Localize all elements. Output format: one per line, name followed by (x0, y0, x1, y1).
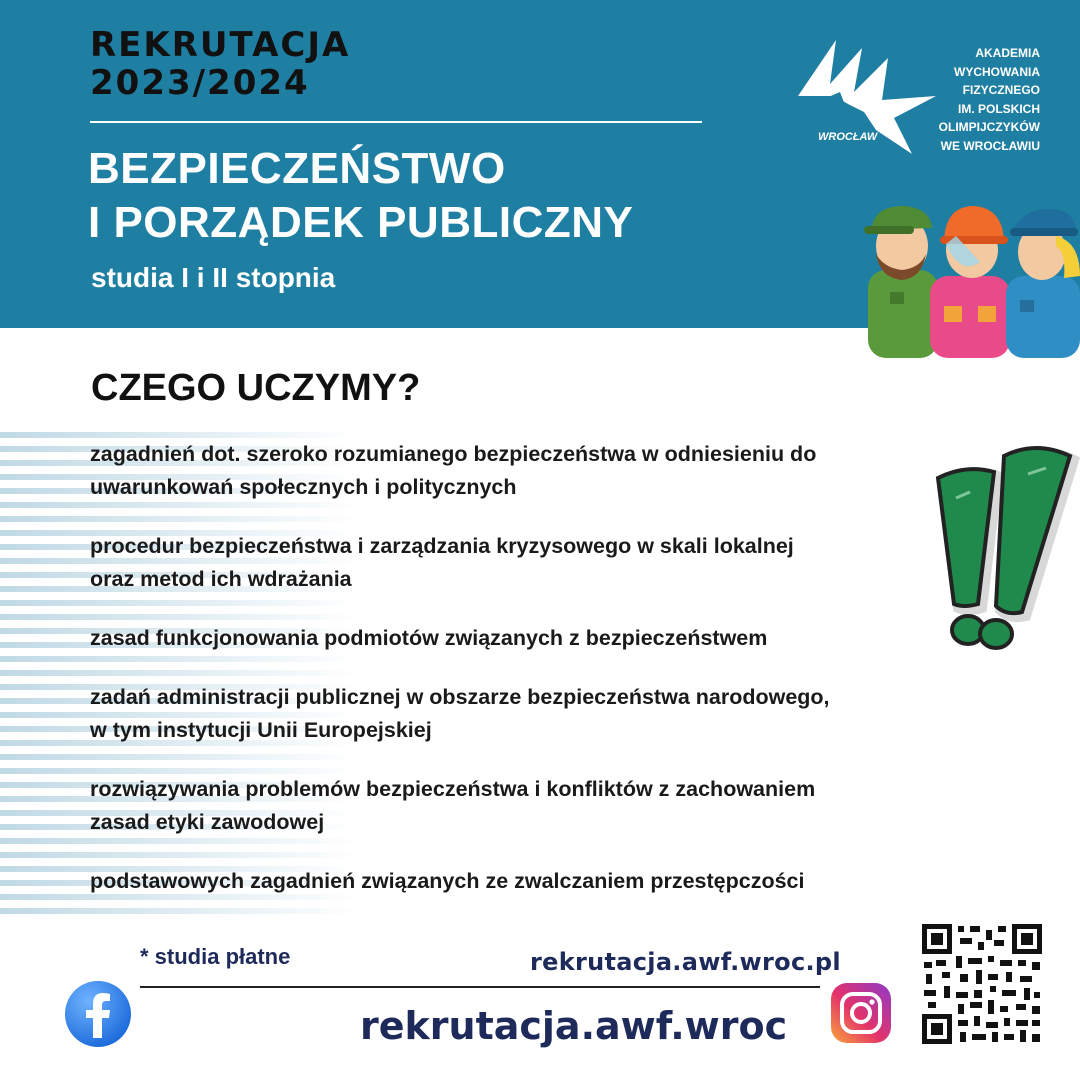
list-item-line: uwarunkowań społecznych i politycznych (90, 475, 517, 499)
soldier-figure (864, 206, 938, 358)
list-item-line: procedur bezpieczeństwa i zarządzania kryzysowego w skali lokalnej (90, 534, 794, 558)
academy-line: IM. POLSKICH (957, 101, 1040, 116)
recruitment-line-1: REKRUTACJA (90, 25, 351, 65)
list-item-line: zasad etyki zawodowej (90, 810, 325, 834)
title-line-1: BEZPIECZEŃSTWO (88, 144, 506, 193)
paid-studies-note: * studia płatne (140, 944, 291, 969)
list-item-line: podstawowych zagadnień związanych ze zwalczaniem przestępczości (90, 869, 805, 893)
list-item (90, 773, 970, 839)
facebook-icon[interactable] (64, 980, 132, 1048)
list-item-line: zagadnień dot. szeroko rozumianego bezpieczeństwa w odniesieniu do (90, 442, 817, 466)
list-item-line: rozwiązywania problemów bezpieczeństwa i konfliktów z zachowaniem (90, 777, 816, 801)
recruitment-line-2: 2023/2024 (90, 63, 310, 103)
list-item (90, 622, 970, 655)
footer-divider (140, 986, 820, 988)
list-item (90, 681, 970, 747)
header-divider (90, 121, 702, 123)
list-item-line: w tym instytucji Unii Europejskiej (90, 718, 432, 742)
instagram-icon[interactable] (830, 982, 892, 1044)
academy-name (900, 44, 1040, 155)
page-title (88, 142, 633, 250)
list-item (90, 438, 970, 504)
academy-line: AKADEMIA (975, 46, 1040, 60)
academy-line: OLIMPIJCZYKÓW (938, 120, 1040, 134)
list-item-line: zasad funkcjonowania podmiotów związanych z bezpieczeństwem (90, 626, 768, 650)
recruitment-link[interactable]: rekrutacja.awf.wroc.pl (530, 948, 841, 976)
academy-line: FIZYCZNEGO (962, 83, 1040, 97)
firefighter-figure (930, 206, 1010, 358)
academy-line: WYCHOWANIA (954, 64, 1040, 79)
list-item (90, 865, 970, 898)
list-item-line: zadań administracji publicznej w obszarze bezpieczeństwa narodowego, (90, 685, 830, 709)
page-subtitle: studia I i II stopnia (91, 262, 336, 293)
academy-line: WE WROCŁAWIU (940, 138, 1040, 153)
topics-list (90, 438, 970, 924)
title-line-2: I PORZĄDEK PUBLICZNY (88, 198, 634, 247)
logo-text: WROCŁAW (818, 131, 878, 143)
recruitment-link-large[interactable]: rekrutacja.awf.wroc (360, 1004, 788, 1048)
list-item (90, 530, 970, 596)
police-figure (1006, 209, 1080, 358)
section-title: CZEGO UCZYMY? (91, 367, 421, 409)
list-item-line: oraz metod ich wdrażania (90, 567, 352, 591)
officers-illustration (860, 196, 1080, 358)
exclamation-icon (930, 438, 1080, 652)
recruitment-label (90, 26, 350, 102)
qr-code-icon[interactable] (920, 922, 1044, 1046)
